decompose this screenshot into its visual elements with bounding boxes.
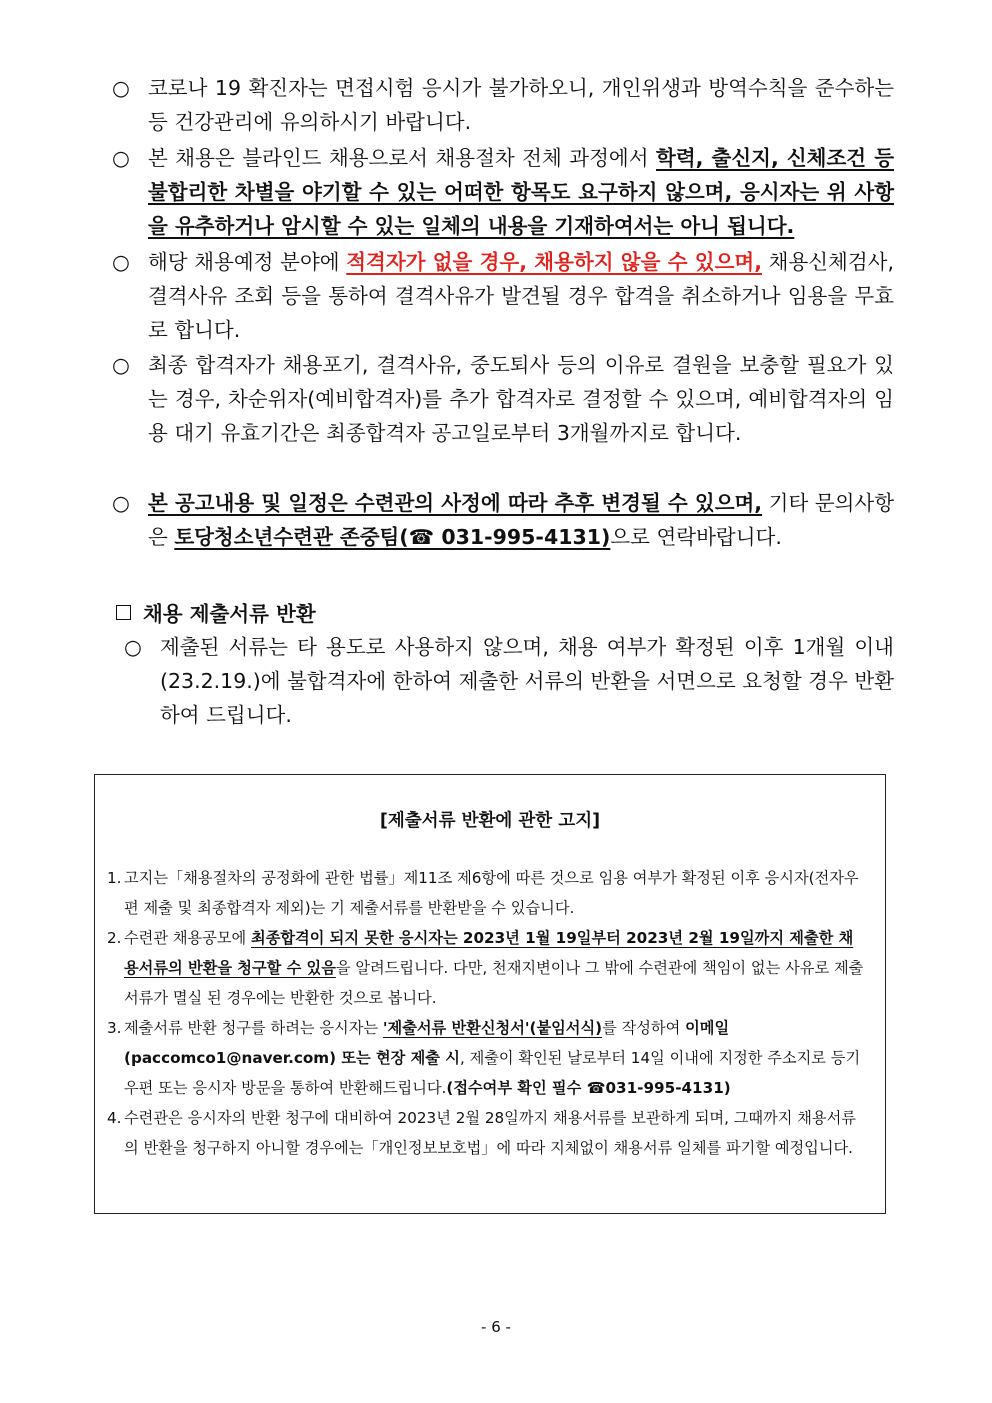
schedule-change-emphasis: 본 공고내용 및 일정은 수련관의 사정에 따라 추후 변경될 수 있으며, [148, 491, 763, 515]
item-text: 고지는「채용절차의 공정화에 관한 법률」제11조 제6항에 따른 것으로 임용 여부가 확정된 이후 응시자(전자우편 제출 및 최종합격자 제외)는 기 제출서류를 반환받을 수 있습니다. [124, 869, 859, 917]
circle-bullet-icon: ○ [112, 76, 130, 100]
form-name: '제출서류 반환신청서'(붙임서식) [382, 1019, 603, 1037]
item-text-mid: 를 작성하여 [602, 1019, 686, 1037]
square-bullet-icon [116, 605, 131, 620]
notice-item-1 [112, 71, 894, 139]
no-hire-warning: 적격자가 없을 경우, 채용하지 않을 수 있으며, [346, 250, 762, 274]
item-number: 2. [107, 929, 122, 947]
notice-box [94, 774, 886, 1214]
blind-hiring-emphasis: 학력, 출신지, 신체조건 등 불합리한 차별을 야기할 수 있는 어떠한 항목도 요구하지 않으며, 응시자는 위 사항을 유추하거나 암시할 수 있는 일체의 내용을 기재하여서는 아니 됩니다. [148, 146, 894, 238]
item-text: 해당 채용예정 분야에 [148, 250, 347, 274]
item-number: 4. [107, 1109, 122, 1127]
section-item [124, 630, 894, 732]
circle-bullet-icon: ○ [112, 491, 130, 515]
notice-box-item-3 [107, 1013, 867, 1103]
notice-box-item-1 [107, 863, 867, 923]
item-text-end: 으로 연락바랍니다. [610, 525, 782, 549]
item-text: 수련관은 응시자의 반환 청구에 대비하여 2023년 2월 28일까지 채용서류를 보관하게 되며, 그때까지 채용서류의 반환을 청구하지 아니할 경우에는「개인정보보호법」에 따라 지체없이 채용서류 일체를 파기할 예정입니다. [124, 1109, 856, 1157]
notice-box-item-2 [107, 923, 867, 1013]
circle-bullet-icon: ○ [112, 250, 130, 274]
item-text: 코로나 19 확진자는 면접시험 응시가 불가하오니, 개인위생과 방역수칙을 준수하는 등 건강관리에 유의하시기 바랍니다. [148, 76, 894, 134]
section-text: 제출된 서류는 타 용도로 사용하지 않으며, 채용 여부가 확정된 이후 1개월 이내(23.2.19.)에 불합격자에 한하여 제출한 서류의 반환을 서면으로 요청할 경우 반환하여 드립니다. [160, 635, 894, 727]
item-number: 3. [107, 1019, 122, 1037]
circle-bullet-icon: ○ [124, 635, 142, 659]
page-number: - 6 - [481, 1318, 511, 1336]
notice-item-3 [112, 245, 894, 347]
section-heading [116, 597, 316, 627]
item-number: 1. [107, 869, 122, 887]
item-text: 제출서류 반환 청구를 하려는 응시자는 [124, 1019, 383, 1037]
item-text: 기타 문의사항은 [148, 491, 894, 549]
item-text: 본 채용은 블라인드 채용으로서 채용절차 전체 과정에서 [148, 146, 657, 170]
section-title: 채용 제출서류 반환 [143, 602, 316, 626]
item-text-mid2: , 제출이 확인된 날로부터 14일 이내에 지정한 주소지로 등기우편 또는 응시자 방문을 통하여 반환해드립니다. [124, 1049, 861, 1097]
item-text: 수련관 채용공모에 [124, 929, 252, 947]
phone-check: (접수여부 확인 필수 ☎031-995-4131) [446, 1079, 731, 1097]
item-text: 최종 합격자가 채용포기, 결격사유, 중도퇴사 등의 이유로 결원을 보충할 필요가 있는 경우, 차순위자(예비합격자)를 추가 합격자로 결정할 수 있으며, 예비합격자의 임용 대기 유효기간은 최종합격자 공고일로부터 3개월까지로 합니다. [148, 353, 894, 445]
return-claim-emphasis: 최종합격이 되지 못한 응시자는 2023년 1월 19일부터 2023년 2월 19일까지 제출한 채용서류의 반환을 청구할 수 있음 [124, 929, 854, 977]
circle-bullet-icon: ○ [112, 146, 130, 170]
email-submission: 이메일(paccomco1@naver.com) 또는 현장 제출 시 [124, 1019, 730, 1067]
notice-title: [제출서류 반환에 관한 고지] [379, 811, 601, 831]
item-text-after: 채용신체검사, 결격사유 조회 등을 통하여 결격사유가 발견될 경우 합격을 취소하거나 임용을 무효로 합니다. [148, 250, 894, 342]
notice-box-item-4 [107, 1103, 867, 1163]
notice-item-4 [112, 348, 894, 450]
circle-bullet-icon: ○ [112, 353, 130, 377]
notice-item-2 [112, 141, 894, 243]
item-text-post: 을 알려드립니다. 다만, 천재지변이나 그 밖에 수련관에 책임이 없는 사유로 제출서류가 멸실 된 경우에는 반환한 것으로 봅니다. [124, 959, 864, 1007]
contact-info: 토당청소년수련관 존중팀(☎ 031-995-4131) [174, 525, 611, 549]
notice-item-5 [112, 486, 894, 554]
